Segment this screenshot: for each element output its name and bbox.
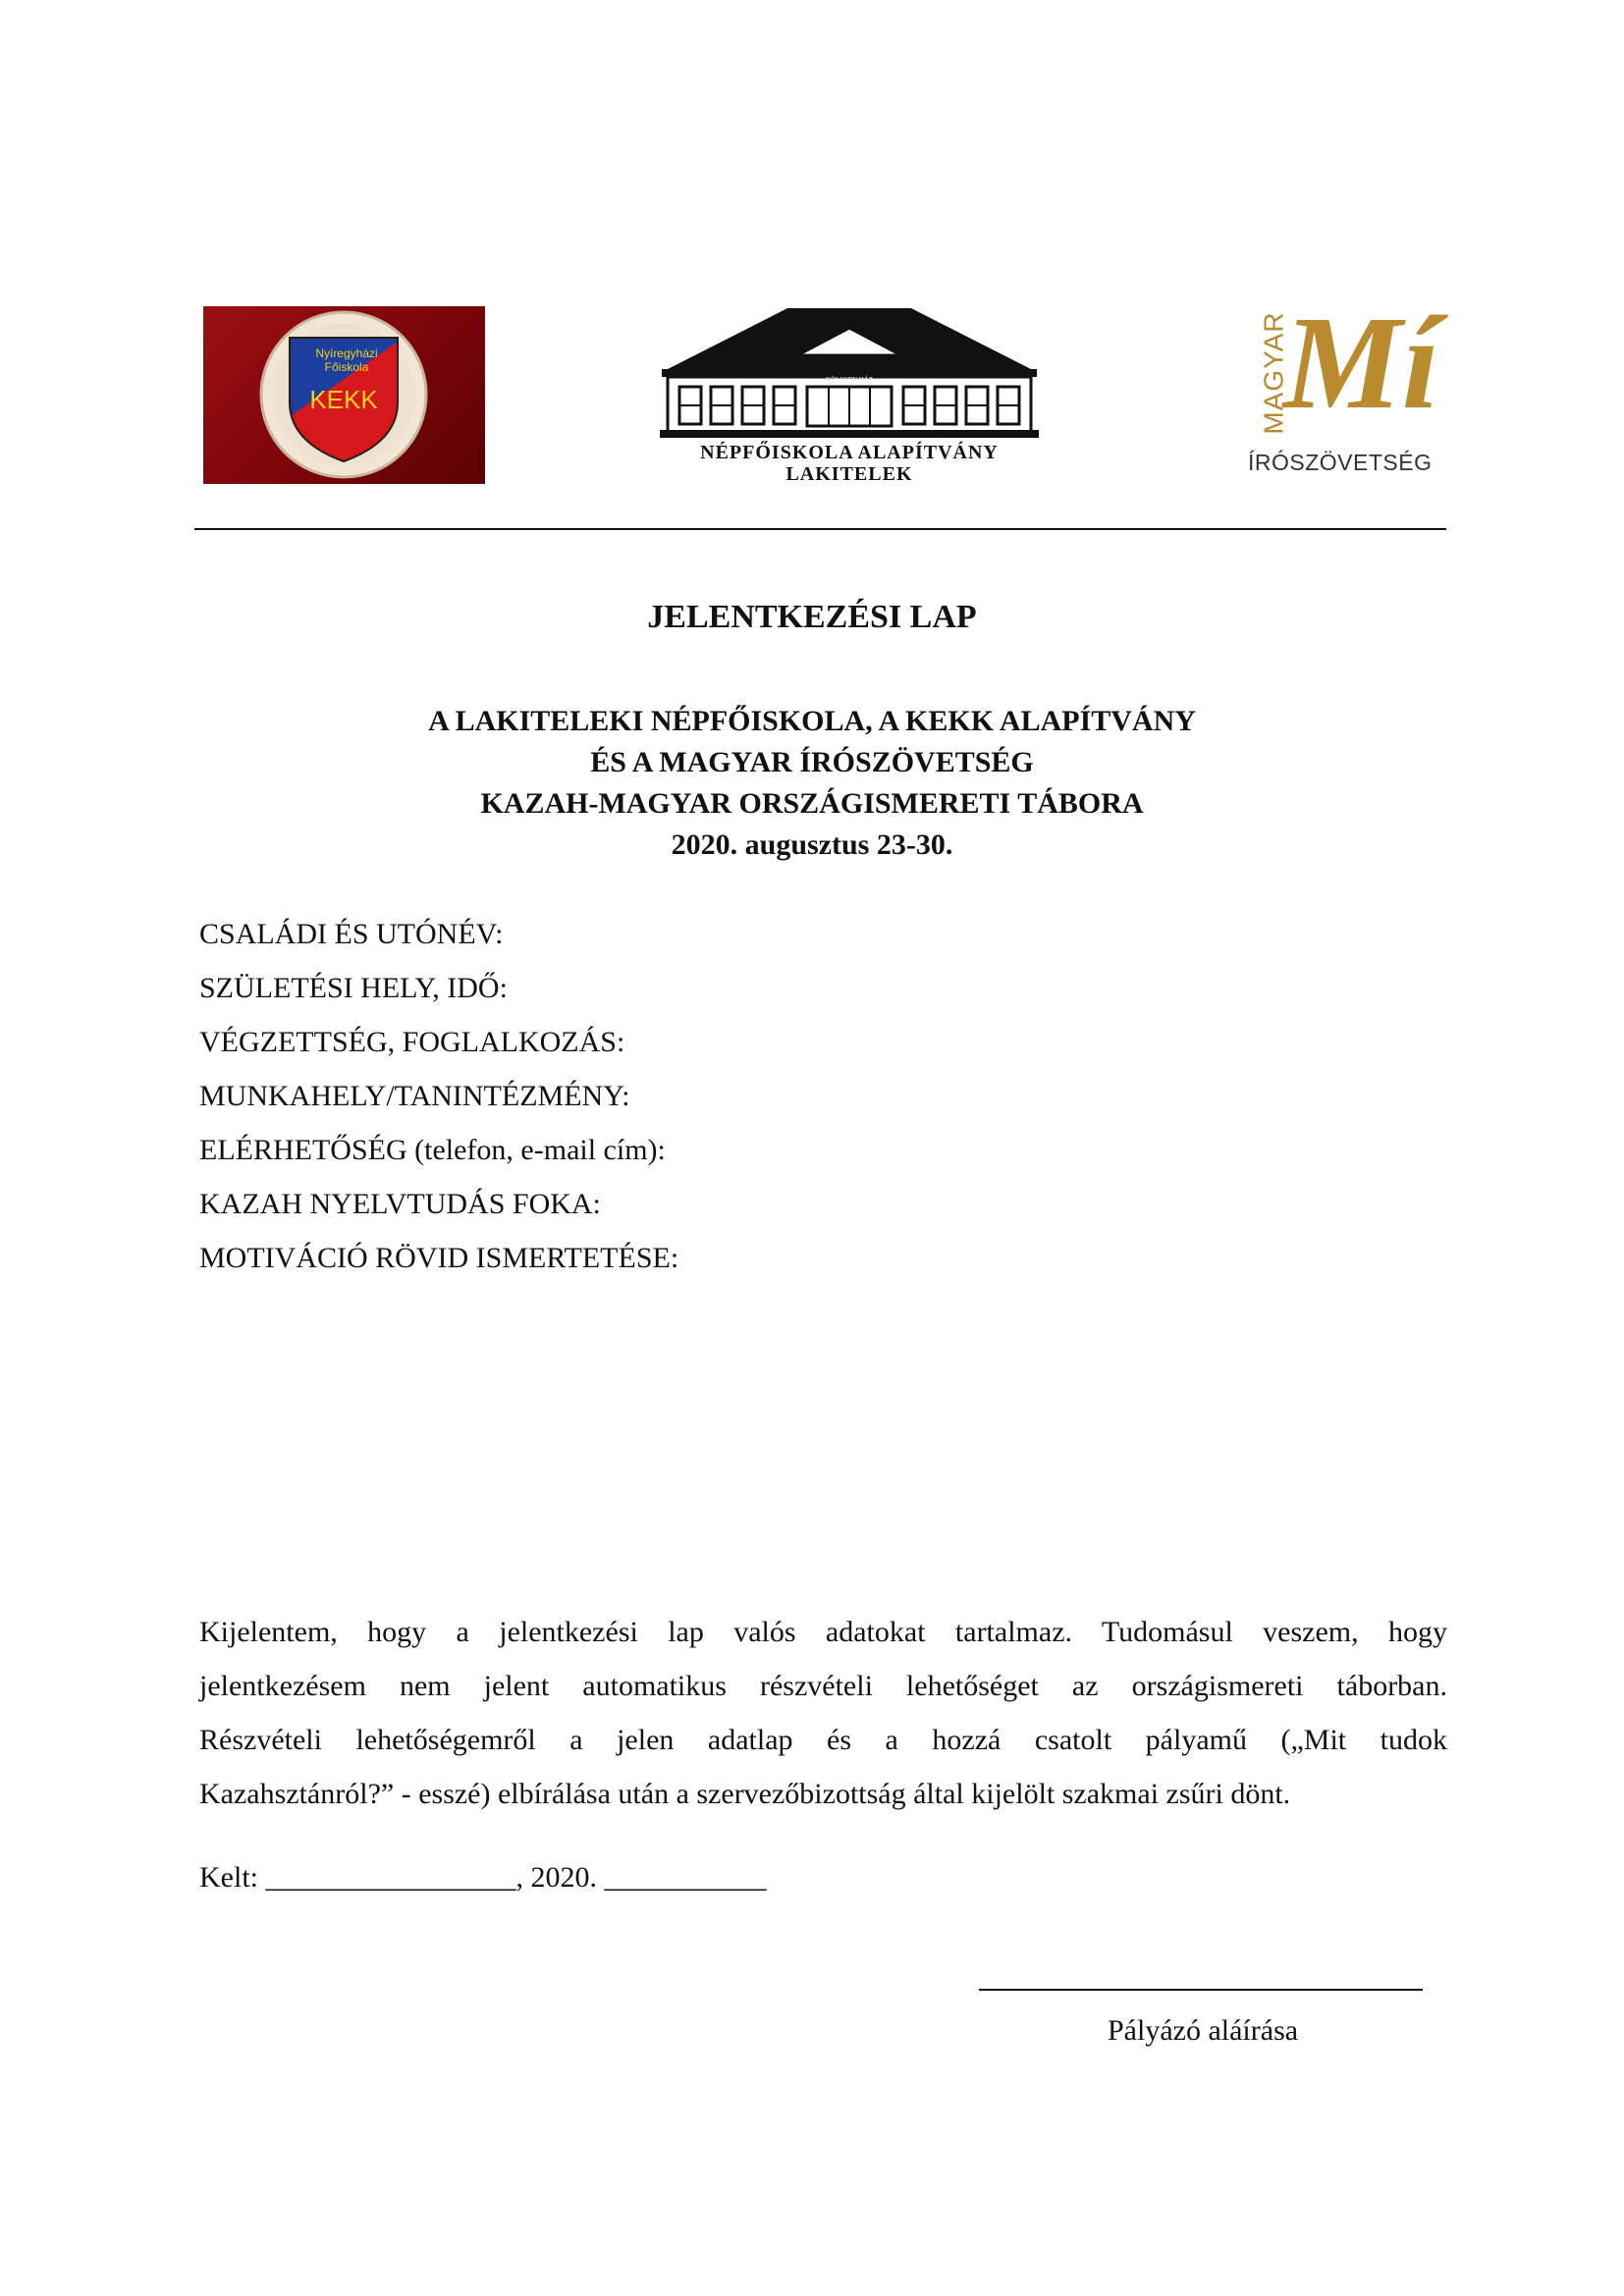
field-workplace[interactable]: MUNKAHELY/TANINTÉZMÉNY:: [199, 1080, 630, 1112]
field-kazakh-level[interactable]: KAZAH NYELVTUDÁS FOKA:: [199, 1188, 601, 1220]
field-motivation[interactable]: MOTIVÁCIÓ RÖVID ISMERTETÉSE:: [199, 1242, 679, 1274]
iroszovetseg-mi-mark: Mí: [1283, 290, 1439, 437]
page-title: JELENTKEZÉSI LAP: [647, 599, 977, 635]
header-divider: [194, 528, 1446, 530]
iroszovetseg-logo-vertical-text: MAGYAR: [1258, 311, 1289, 435]
declaration-line-4: Kazahsztánról?” - esszé) elbírálása után a szervezőbizottság által kijelölt szakmai zsűri dönt.: [199, 1778, 1291, 1810]
subtitle-line-1: A LAKITELEKI NÉPFŐISKOLA, A KEKK ALAPÍTVÁNY: [428, 705, 1196, 737]
field-education-occupation[interactable]: VÉGZETTSÉG, FOGLALKOZÁS:: [199, 1026, 625, 1058]
subtitle-line-2: ÉS A MAGYAR ÍRÓSZÖVETSÉG: [590, 746, 1034, 778]
subtitle-date: 2020. augusztus 23-30.: [671, 828, 953, 861]
nepfoiskola-logo-line1: NÉPFŐISKOLA ALAPÍTVÁNY: [700, 442, 999, 463]
nepfoiskola-logo: [660, 308, 1039, 491]
kekk-logo-text: KEKK: [309, 385, 378, 414]
kekk-logo-header-text: Nyíregyházi: [315, 347, 378, 360]
iroszovetseg-logo: [1240, 290, 1440, 479]
field-contact[interactable]: ELÉRHETŐSÉG (telefon, e-mail cím):: [199, 1134, 666, 1166]
kekk-logo-header-text: Főiskola: [324, 360, 369, 374]
form-fields: [199, 907, 678, 1285]
field-birth-place-date[interactable]: SZÜLETÉSI HELY, IDŐ:: [199, 972, 508, 1004]
declaration-line-1: Kijelentem, hogy a jelentkezési lap valós adatokat tartalmaz. Tudomásul veszem, hogy: [199, 1616, 1447, 1648]
declaration-line-2: jelentkezésem nem jelent automatikus részvételi lehetőséget az országismereti táborban.: [199, 1670, 1447, 1702]
building-icon: [660, 308, 1039, 442]
nepfoiskola-logo-line2: LAKITELEK: [785, 463, 913, 485]
kekk-logo: [203, 306, 485, 484]
subtitle-line-3: KAZAH-MAGYAR ORSZÁGISMERETI TÁBORA: [480, 787, 1144, 820]
declaration-line-3: Részvételi lehetőségemről a jelen adatlap és a hozzá csatolt pályamű („Mit tudok: [199, 1724, 1447, 1756]
date-field[interactable]: Kelt: _________________, 2020. ___________: [199, 1861, 767, 1894]
kekk-shield-icon: [203, 306, 485, 484]
field-name[interactable]: CSALÁDI ÉS UTÓNÉV:: [199, 918, 504, 950]
declaration-paragraph: [199, 1605, 1447, 1821]
building-sign-text: KÖLCSEY HÁZ: [825, 376, 874, 384]
iroszovetseg-logo-bottom-text: ÍRÓSZÖVETSÉG: [1248, 450, 1433, 475]
signature-line[interactable]: [979, 1989, 1423, 1991]
signature-label: Pályázó aláírása: [1108, 2014, 1299, 2047]
